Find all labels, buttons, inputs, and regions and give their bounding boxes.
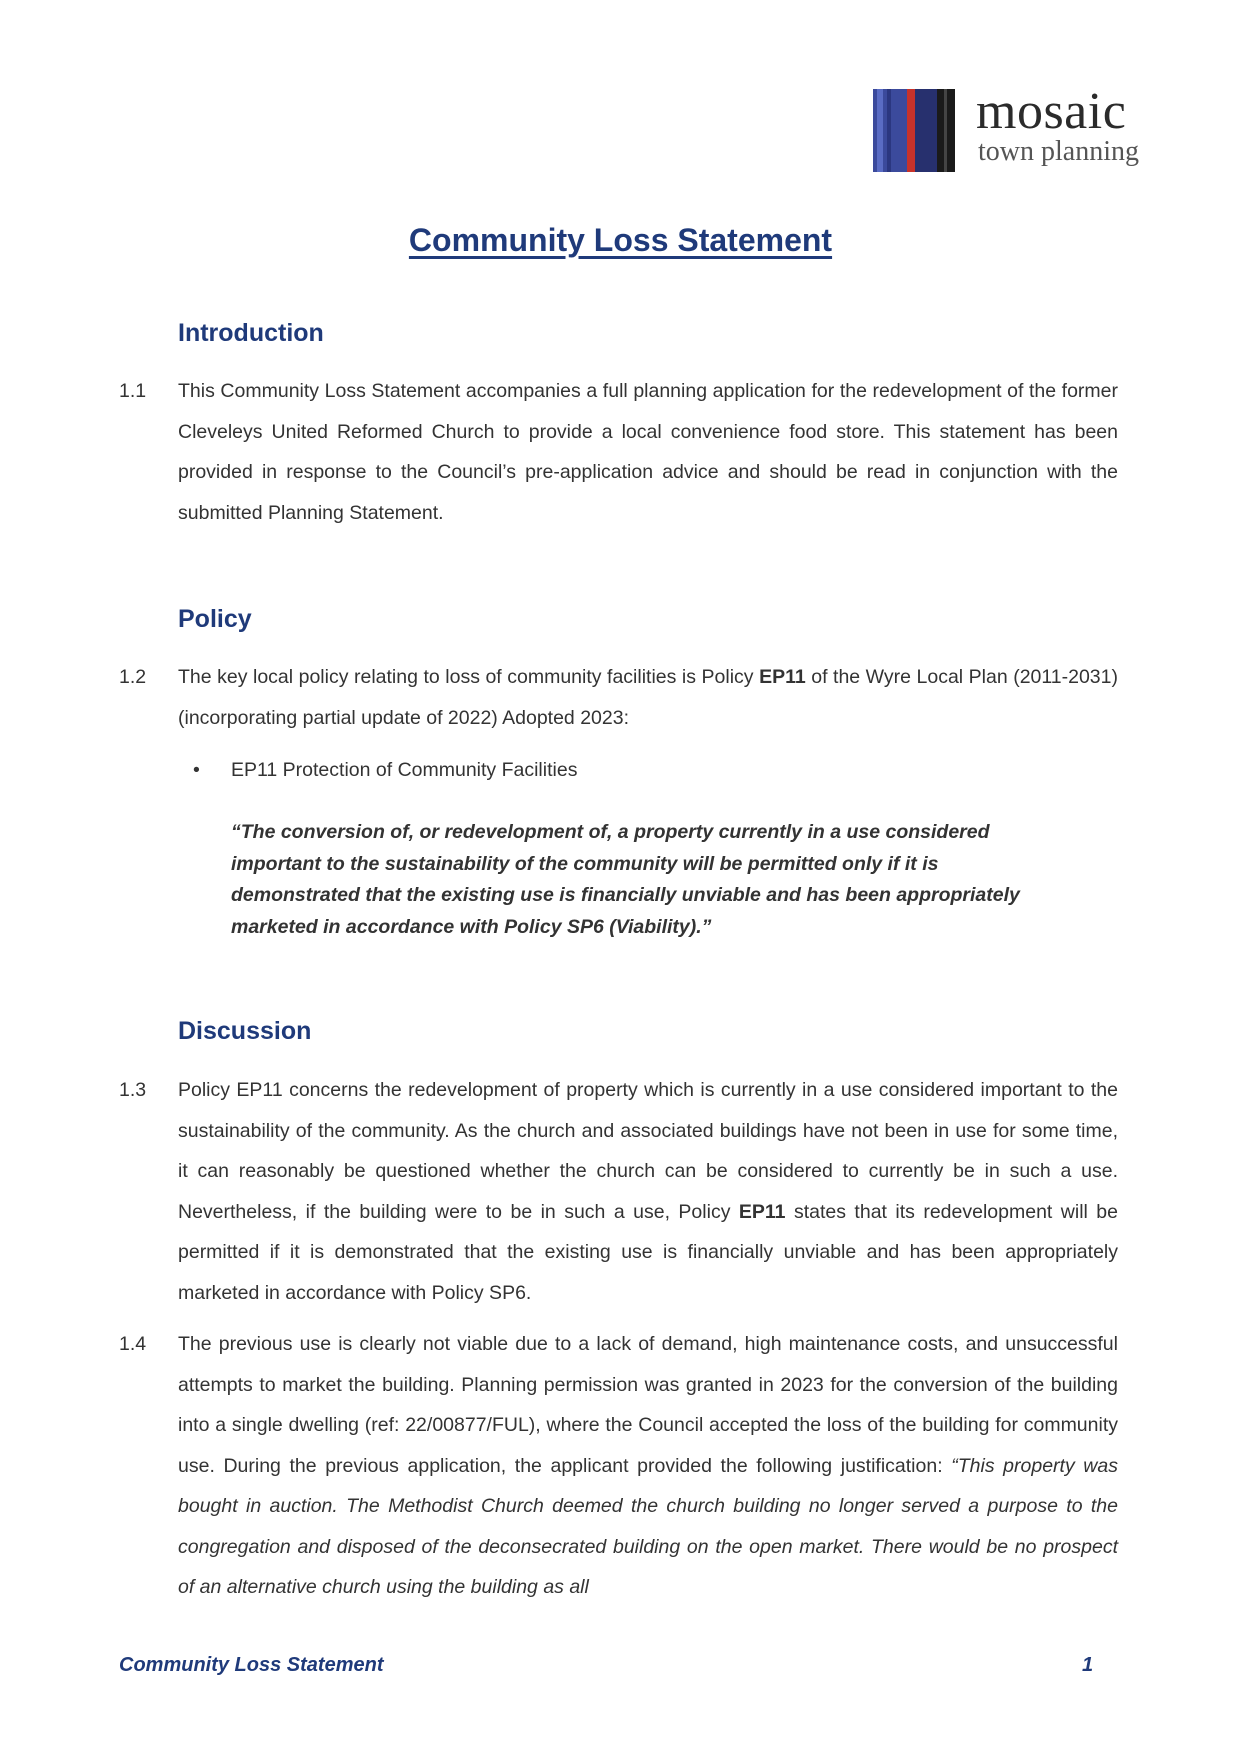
paragraph-1-1 bbox=[119, 371, 1118, 533]
heading-introduction: Introduction bbox=[178, 319, 324, 347]
bullet-text: EP11 Protection of Community Facilities bbox=[231, 759, 578, 781]
text-run: of the Wyre Local Plan (2011-2031) (incorporating partial update of 2022) Adopted 2023: bbox=[178, 666, 1118, 729]
logo-tagline: town planning bbox=[978, 136, 1139, 167]
text-run: Policy EP11 concerns the redevelopment of property which is currently in a use considered important to the sustainability of the community. As the church and associated buildings have not been in use for some time, it can reasonably be questioned whether the church can be considered to currently be in such a use. Nevertheless, if the building were to be in such a use, Policy bbox=[178, 1079, 1118, 1223]
document-title: Community Loss Statement bbox=[408, 222, 833, 258]
paragraph-number: 1.1 bbox=[119, 380, 147, 402]
paragraph-1-3 bbox=[119, 1070, 1118, 1313]
heading-discussion: Discussion bbox=[178, 1017, 312, 1045]
bullet-item bbox=[193, 755, 577, 785]
bullet-dot-icon: • bbox=[193, 759, 200, 781]
paragraph-number: 1.3 bbox=[119, 1079, 147, 1101]
paragraph-text bbox=[178, 657, 1118, 738]
text-run: The previous use is clearly not viable due to a lack of demand, high maintenance costs, and unsuccessful attempts to market the building. Planning permission was granted in 2023 for the conversion of the building into a single dwelling (ref: 22/00877/FUL), where the Council accepted the loss of the building for community use. During the previous application, the applicant provided the following justification: bbox=[178, 1333, 1118, 1477]
heading-policy: Policy bbox=[178, 605, 252, 633]
policy-ref-bold: EP11 bbox=[759, 666, 806, 688]
paragraph-text bbox=[178, 1070, 1118, 1313]
policy-quote: “The conversion of, or redevelopment of, a property currently in a use considered important to the sustainability of the community will be permitted only if it is demonstrated that the existing use is financially unviable and has been appropriately marketed in accordance with Policy SP6 (Viability).” bbox=[231, 821, 1020, 938]
logo-mosaic-mark bbox=[873, 89, 955, 172]
paragraph-number: 1.4 bbox=[119, 1333, 147, 1355]
logo-wordmark: mosaic bbox=[976, 83, 1127, 140]
paragraph-1-4 bbox=[119, 1324, 1118, 1608]
text-run: states that its redevelopment will be permitted if it is demonstrated that the existing use is financially unviable and has been appropriately marketed in accordance with Policy SP6. bbox=[178, 1200, 1118, 1304]
paragraph-text bbox=[178, 1324, 1118, 1608]
footer-page-number: 1 bbox=[1082, 1654, 1094, 1676]
text-run: The key local policy relating to loss of community facilities is Policy bbox=[178, 666, 760, 688]
paragraph-1-2 bbox=[119, 657, 1118, 738]
quoted-justification: “This property was bought in auction. The Methodist Church deemed the church building no longer served a purpose to the congregation and disposed of the deconsecrated building on the open market. There would be no prospect of an alternative church using the building as all bbox=[178, 1454, 1118, 1598]
footer-document-label: Community Loss Statement bbox=[119, 1654, 384, 1676]
paragraph-text: This Community Loss Statement accompanies a full planning application for the redevelopment of the former Cleveleys United Reformed Church to provide a local convenience food store. This statement has been provided in response to the Council’s pre-application advice and should be read in conjunction with the submitted Planning Statement. bbox=[178, 380, 1118, 524]
company-logo bbox=[873, 84, 1163, 174]
policy-ref-bold: EP11 bbox=[738, 1200, 786, 1223]
paragraph-number: 1.2 bbox=[119, 666, 147, 688]
